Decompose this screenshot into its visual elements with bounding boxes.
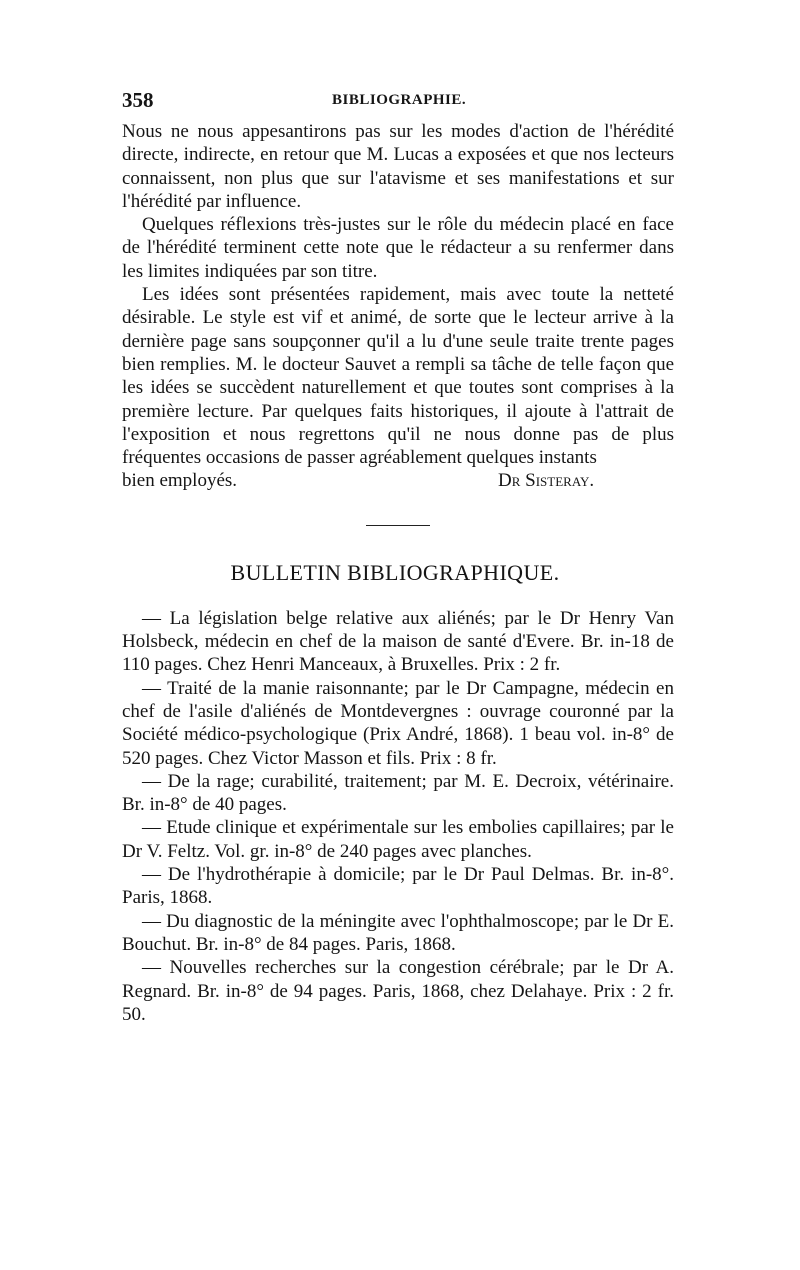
review-body xyxy=(122,120,674,493)
bibliography-entry: — Du diagnostic de la méningite avec l'ophthalmoscope; par le Dr E. Bouchut. Br. in-8° de 84 pages. Paris, 1868. xyxy=(122,910,674,955)
bibliography-entry: — Etude clinique et expérimentale sur les embolies capillaires; par le Dr V. Feltz. Vol. gr. in-8° de 240 pages avec planches. xyxy=(122,817,674,862)
signature: Dr Sisteray. xyxy=(498,470,595,492)
bibliography-list xyxy=(122,607,674,1026)
bibliography-entry: — La législation belge relative aux aliénés; par le Dr Henry Van Holsbeck, médecin en chef de la maison de santé d'Evere. Br. in-18 de 110 pages. Chez Henri Manceaux, à Bruxelles. Prix : 2 fr. xyxy=(122,607,674,676)
paragraph-ending: bien employés. xyxy=(122,470,238,492)
bibliography-entry: — Traité de la manie raisonnante; par le Dr Campagne, médecin en chef de l'asile d'aliénés de Montdevergnes : ouvrage couronné par la Société médico-psychologique (Prix André, 1868). 1 beau vol. in-8° de 520 pages. Chez Victor Masson et fils. Prix : 8 fr. xyxy=(122,677,674,769)
section-title: BULLETIN BIBLIOGRAPHIQUE. xyxy=(230,559,560,585)
signature-line xyxy=(122,469,674,492)
paragraph: Quelques réflexions très-justes sur le rôle du médecin placé en face de l'hérédité terminent cette note que le rédacteur a su renfermer dans les limites indiquées par son titre. xyxy=(122,214,674,282)
bibliography-entry: — Nouvelles recherches sur la congestion cérébrale; par le Dr A. Regnard. Br. in-8° de 94 pages. Paris, 1868, chez Delahaye. Prix : 2 fr. 50. xyxy=(122,957,674,1025)
paragraph: Les idées sont présentées rapidement, mais avec toute la netteté désirable. Le style est vif et animé, de sorte que le lecteur arrive à la dernière page sans soupçonner qu'il a lu d'une seule traite trente pages bien remplies. M. le docteur Sauvet a rempli sa tâche de telle façon que les idées se succèdent naturellement et que toutes sont comprises à la première lecture. Par quelques faits historiques, il ajoute à l'attrait de l'exposition et nous regrettons qu'il ne nous donne pas de plus fréquentes occasions de passer agréablement quelques instants xyxy=(122,284,674,469)
page-header xyxy=(122,88,674,118)
paragraph: Nous ne nous appesantirons pas sur les modes d'action de l'hérédité directe, indirecte, en retour que M. Lucas a exposées et que nos lecteurs connaissent, non plus que sur l'atavisme et ses manifestations et sur l'hérédité par influence. xyxy=(122,121,674,212)
section-divider xyxy=(366,525,430,526)
running-head: BIBLIOGRAPHIE. xyxy=(332,92,467,108)
page-number: 358 xyxy=(122,88,154,112)
bibliography-entry: — De la rage; curabilité, traitement; par M. E. Decroix, vétérinaire. Br. in-8° de 40 pages. xyxy=(122,770,674,816)
book-page xyxy=(122,88,674,1026)
bibliography-entry: — De l'hydrothérapie à domicile; par le Dr Paul Delmas. Br. in-8°. Paris, 1868. xyxy=(122,864,674,909)
